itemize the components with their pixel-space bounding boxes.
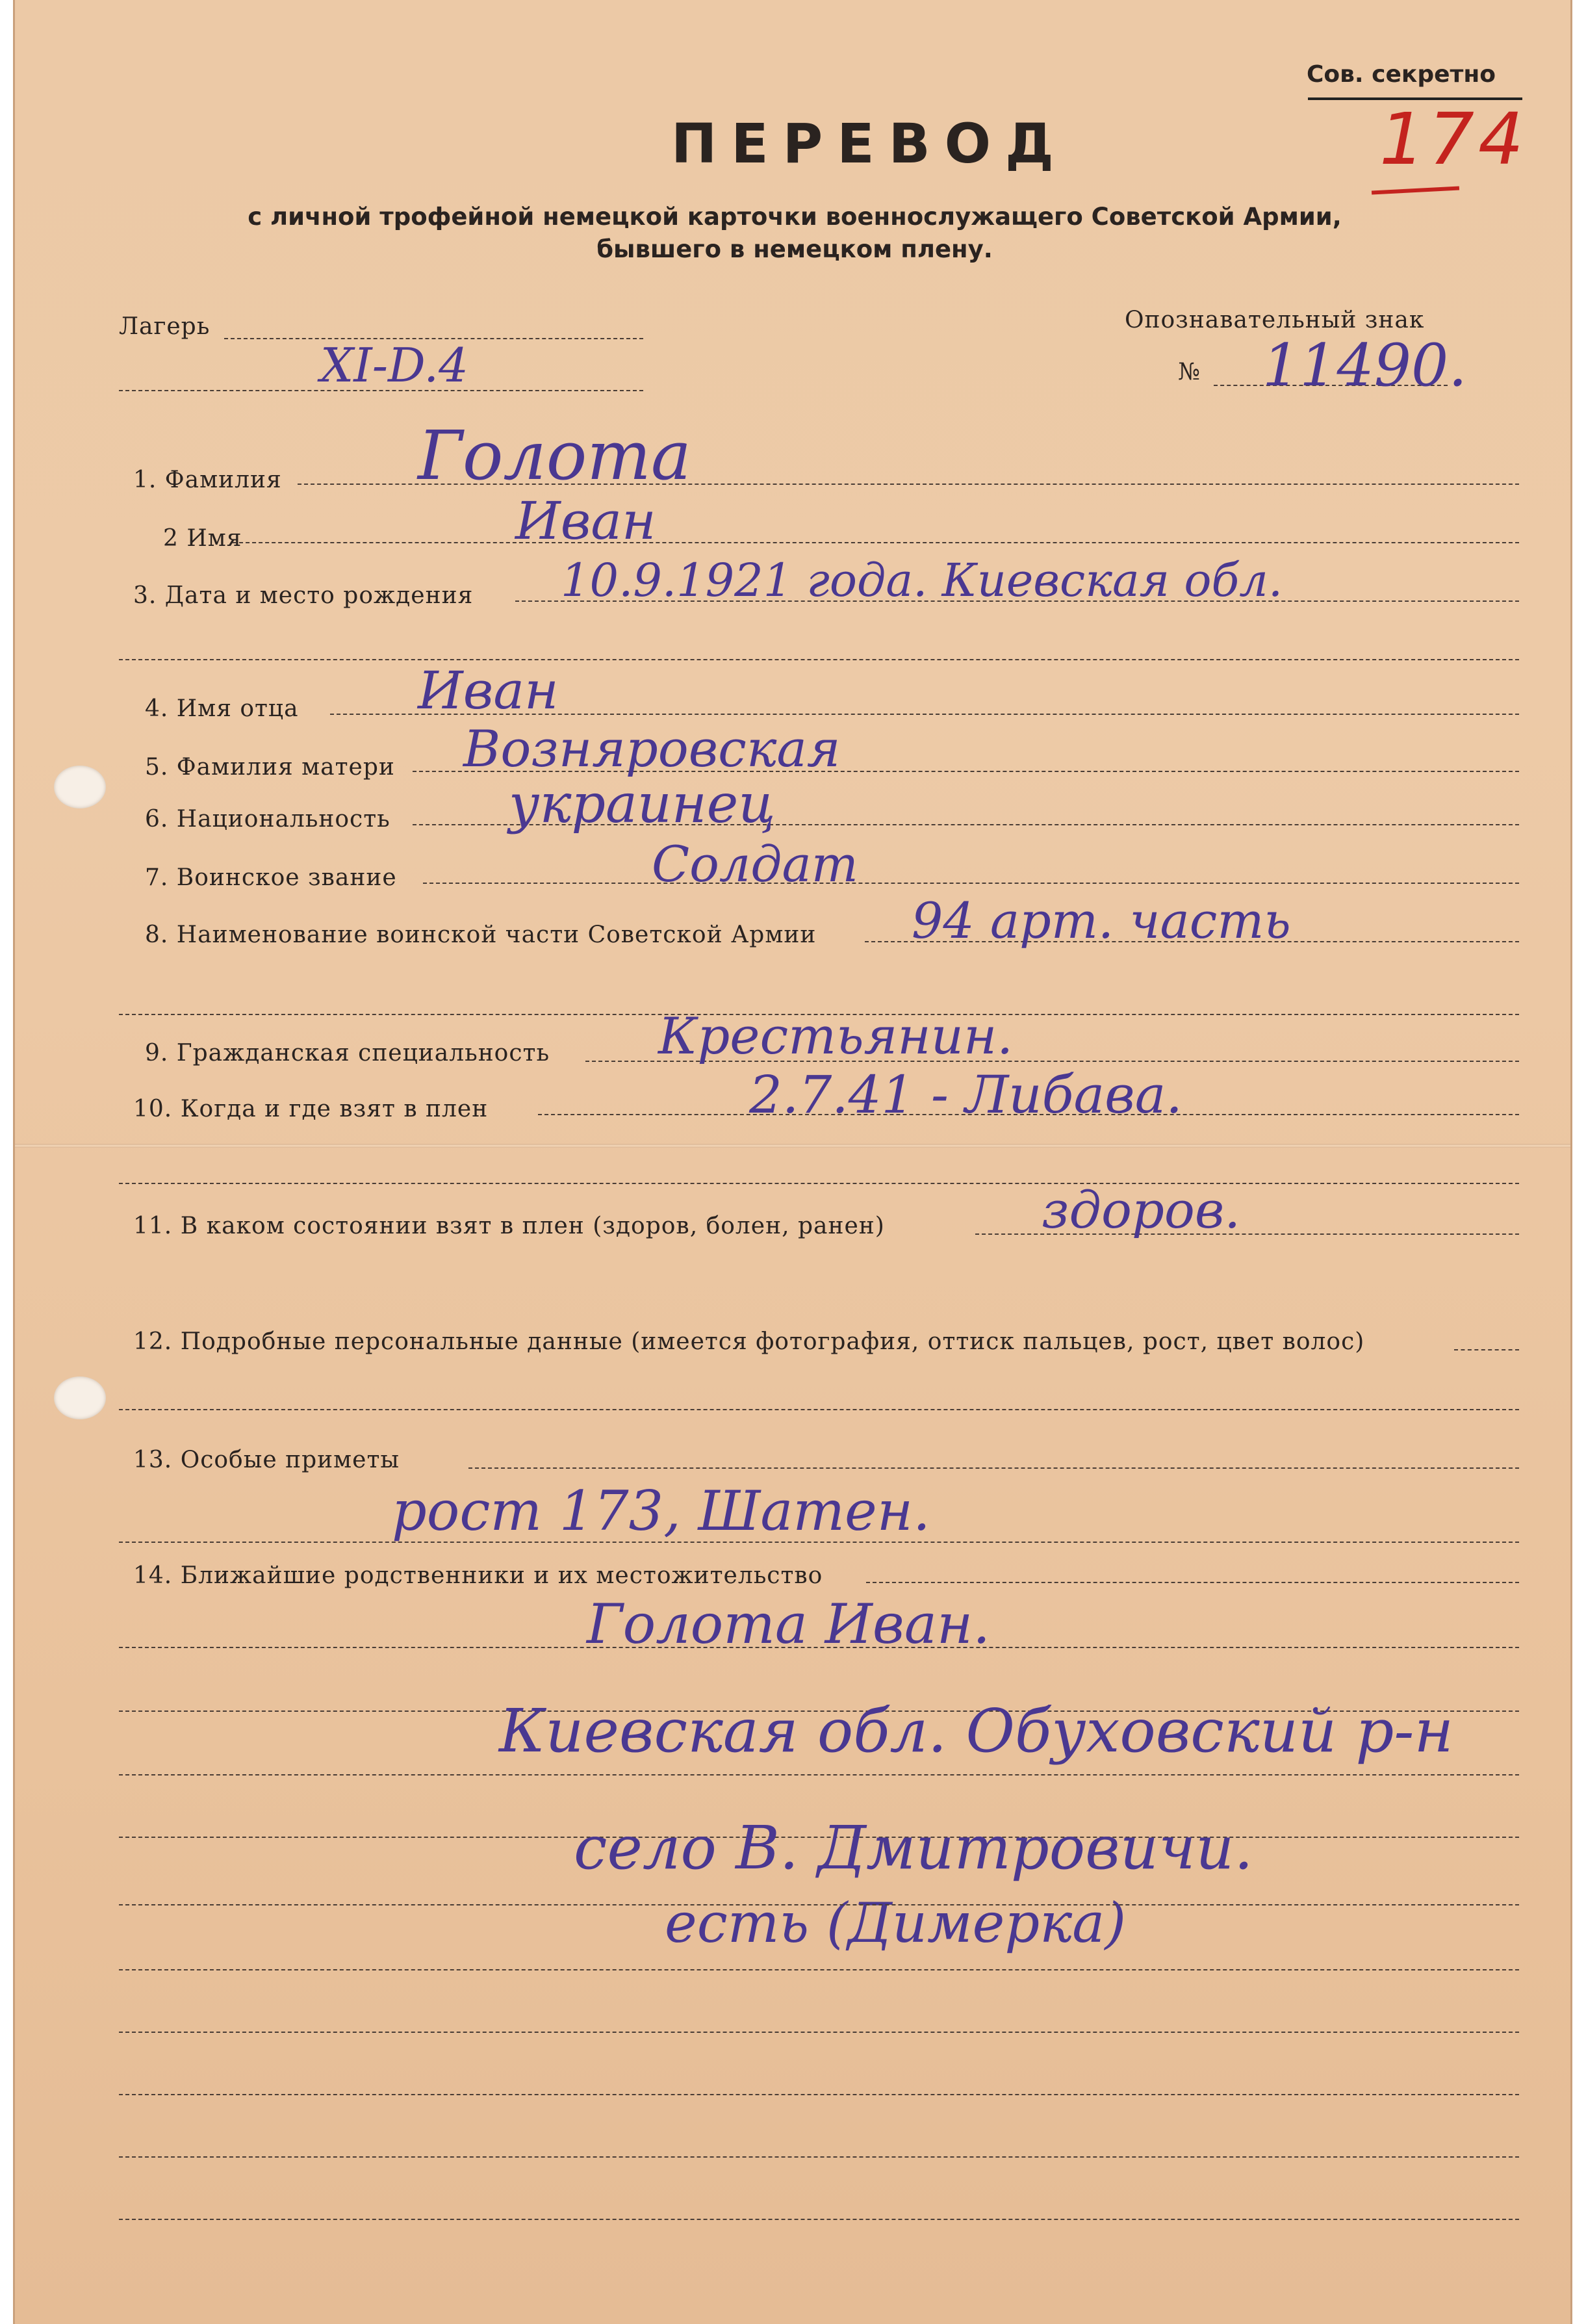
- surname-label: 1. Фамилия: [133, 467, 282, 493]
- punch-hole-top: [54, 766, 106, 808]
- captured-value: 2.7.41 - Либава.: [749, 1065, 1183, 1125]
- condition-label: 11. В каком состоянии взят в плен (здоров, болен, ранен): [133, 1213, 885, 1239]
- punch-hole-bottom: [54, 1376, 106, 1419]
- mother-label: 5. Фамилия матери: [145, 754, 395, 781]
- personal-data-rule: [1454, 1349, 1519, 1350]
- document-sheet: [13, 0, 1572, 2324]
- profession-value: Крестьянин.: [658, 1007, 1013, 1066]
- camp-value: XI-D.4: [320, 338, 468, 393]
- captured-label: 10. Когда и где взят в плен: [133, 1096, 489, 1122]
- rank-label: 7. Воинское звание: [145, 864, 397, 891]
- relatives-rule-11: [119, 2219, 1519, 2220]
- condition-value: здоров.: [1042, 1181, 1241, 1240]
- features-rule-2: [119, 1542, 1519, 1543]
- subtitle-line2: бывшего в немецком плену.: [596, 235, 993, 263]
- father-value: Иван: [418, 660, 559, 721]
- relatives-rule-8: [119, 2032, 1519, 2033]
- features-rule: [468, 1467, 1519, 1469]
- father-label: 4. Имя отца: [145, 695, 299, 722]
- tag-value: 11490.: [1262, 331, 1467, 400]
- mother-value: Возняровская: [463, 720, 841, 779]
- unit-label: 8. Наименование воинской части Советской Армии: [145, 922, 817, 948]
- birth-value: 10.9.1921 года. Киевская обл.: [561, 554, 1283, 607]
- relatives-line2: Киевская обл. Обуховский р-н: [499, 1696, 1454, 1766]
- paper-fold: [15, 1144, 1570, 1148]
- rank-value: Солдат: [652, 835, 858, 893]
- camp-label: Лагерь: [119, 313, 211, 340]
- relatives-rule-6: [119, 1904, 1519, 1905]
- file-number-underline: [1372, 186, 1459, 194]
- features-value: рост 173, Шатен.: [392, 1479, 930, 1543]
- relatives-rule-7: [119, 1969, 1519, 1970]
- file-number: 174: [1379, 97, 1528, 181]
- personal-data-label: 12. Подробные персональные данные (имеется фотография, оттиск пальцев, рост, цвет волос): [133, 1328, 1365, 1355]
- birth-label: 3. Дата и место рождения: [133, 582, 474, 609]
- classification-mark: Сов. секретно: [1307, 61, 1496, 88]
- rank-rule: [423, 883, 1519, 884]
- profession-label: 9. Гражданская специальность: [145, 1040, 550, 1066]
- name-label: 2 Имя: [163, 525, 242, 552]
- subtitle-line1: с личной трофейной немецкой карточки военнослужащего Советской Армии,: [248, 203, 1342, 231]
- relatives-line3: село В. Дмитровичи.: [574, 1813, 1253, 1883]
- camp-rule-2: [119, 390, 643, 391]
- name-rule: [233, 542, 1519, 543]
- relatives-label: 14. Ближайшие родственники и их местожительство: [133, 1562, 823, 1589]
- nationality-value: украинец: [509, 773, 776, 835]
- birth-rule-2: [119, 659, 1519, 660]
- relatives-rule: [866, 1582, 1519, 1583]
- relatives-line1: Голота Иван.: [587, 1592, 990, 1656]
- personal-data-rule-2: [119, 1409, 1519, 1410]
- relatives-rule-2: [119, 1647, 1519, 1648]
- tag-label: Опознавательный знак: [1125, 307, 1425, 333]
- nationality-label: 6. Национальность: [145, 806, 390, 833]
- relatives-line4: есть (Димерка): [665, 1891, 1127, 1955]
- features-label: 13. Особые приметы: [133, 1447, 400, 1473]
- surname-value: Голота: [418, 416, 691, 495]
- relatives-rule-10: [119, 2156, 1519, 2158]
- relatives-rule-9: [119, 2094, 1519, 2095]
- name-value: Иван: [515, 491, 656, 551]
- relatives-rule-4: [119, 1774, 1519, 1775]
- page-title: ПЕРЕВОД: [671, 112, 1068, 175]
- captured-rule-2: [119, 1183, 1519, 1184]
- tag-number-label: №: [1178, 359, 1201, 385]
- unit-value: 94 арт. часть: [912, 892, 1291, 949]
